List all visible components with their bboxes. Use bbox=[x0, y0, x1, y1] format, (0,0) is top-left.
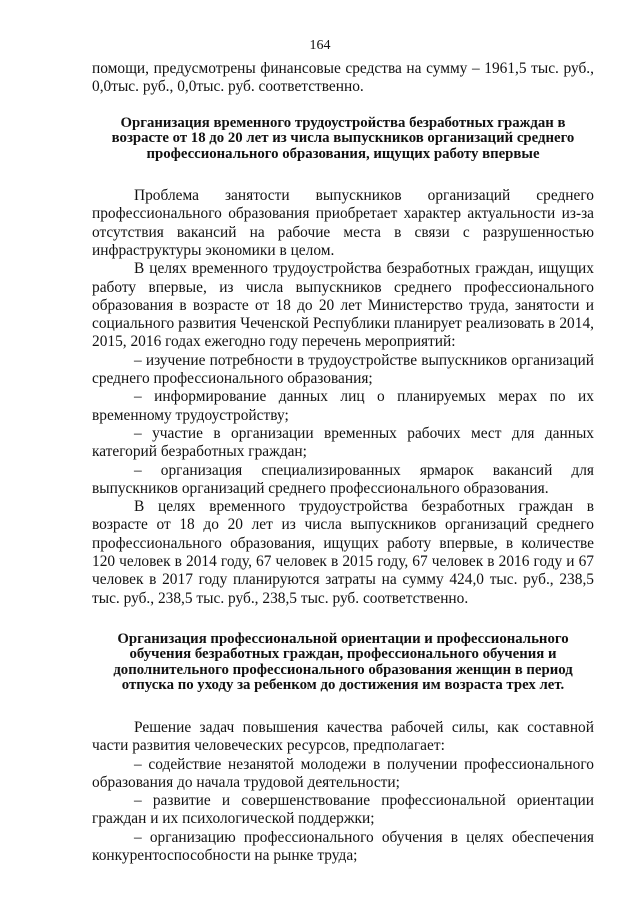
paragraph: Проблема занятости выпускников организаций среднего профессионального образования приобретает характер актуальности из-за отсутствия вакансий на рабочие места в связи с разрушенностью инфраструктуры экономики в целом. bbox=[92, 187, 594, 259]
list-item: – участие в организации временных рабочих мест для данных категорий безработных граждан; bbox=[92, 424, 594, 461]
section-heading-temporary-employment: Организация временного трудоустройства безработных граждан в возрасте от 18 до 20 лет из числа выпускников организаций среднего профессионального образования, ищущих работу впервые bbox=[111, 114, 575, 162]
paragraph-continuation: помощи, предусмотрены финансовые средства на сумму – 1961,5 тыс. руб., 0,0тыс. руб., 0,0тыс. руб. соответственно. bbox=[92, 60, 594, 96]
page-number: 164 bbox=[309, 38, 331, 53]
section-heading-vocational-guidance: Организация профессиональной ориентации и профессионального обучения безработных граждан, профессионального обучения и дополнительного профессионального образования женщин в период отпуска по уходу за ребенком до достижения им возраста трех лет. bbox=[113, 630, 573, 694]
paragraph: В целях временного трудоустройства безработных граждан в возрасте от 18 до 20 лет из числа выпускников организаций среднего профессионального образования, ищущих работу впервые, в количестве 120 человек в 2014 году, 67 человек в 2015 году, 67 человек в 2016 году и 67 человек в 2017 году планируются затраты на сумму 424,0 тыс. руб., 238,5 тыс. руб., 238,5 тыс. руб., 238,5 тыс. руб. соответственно. bbox=[92, 498, 594, 607]
paragraph: В целях временного трудоустройства безработных граждан, ищущих работу впервые, из числа выпускников среднего профессионального образования в возрасте от 18 до 20 лет Министерство труда, занятости и социального развития Чеченской Республики планирует реализовать в 2014, 2015, 2016 годах ежегодно году перечень мероприятий: bbox=[92, 260, 594, 351]
list-item: – содействие незанятой молодежи в получении профессионального образования до начала трудовой деятельности; bbox=[92, 755, 594, 791]
page-content bbox=[92, 60, 594, 865]
paragraph: Решение задач повышения качества рабочей силы, как составной части развития человеческих ресурсов, предполагает: bbox=[92, 718, 594, 755]
list-item: – организация специализированных ярмарок вакансий для выпускников организаций среднего профессионального образования. bbox=[92, 461, 594, 497]
list-item: – изучение потребности в трудоустройстве выпускников организаций среднего профессионального образования; bbox=[92, 351, 594, 388]
list-item: – развитие и совершенствование профессиональной ориентации граждан и их психологической поддержки; bbox=[92, 792, 594, 828]
list-item: – организацию профессионального обучения в целях обеспечения конкурентоспособности на рынке труда; bbox=[92, 828, 594, 864]
list-item: – информирование данных лиц о планируемых мерах по их временному трудоустройству; bbox=[92, 388, 594, 424]
